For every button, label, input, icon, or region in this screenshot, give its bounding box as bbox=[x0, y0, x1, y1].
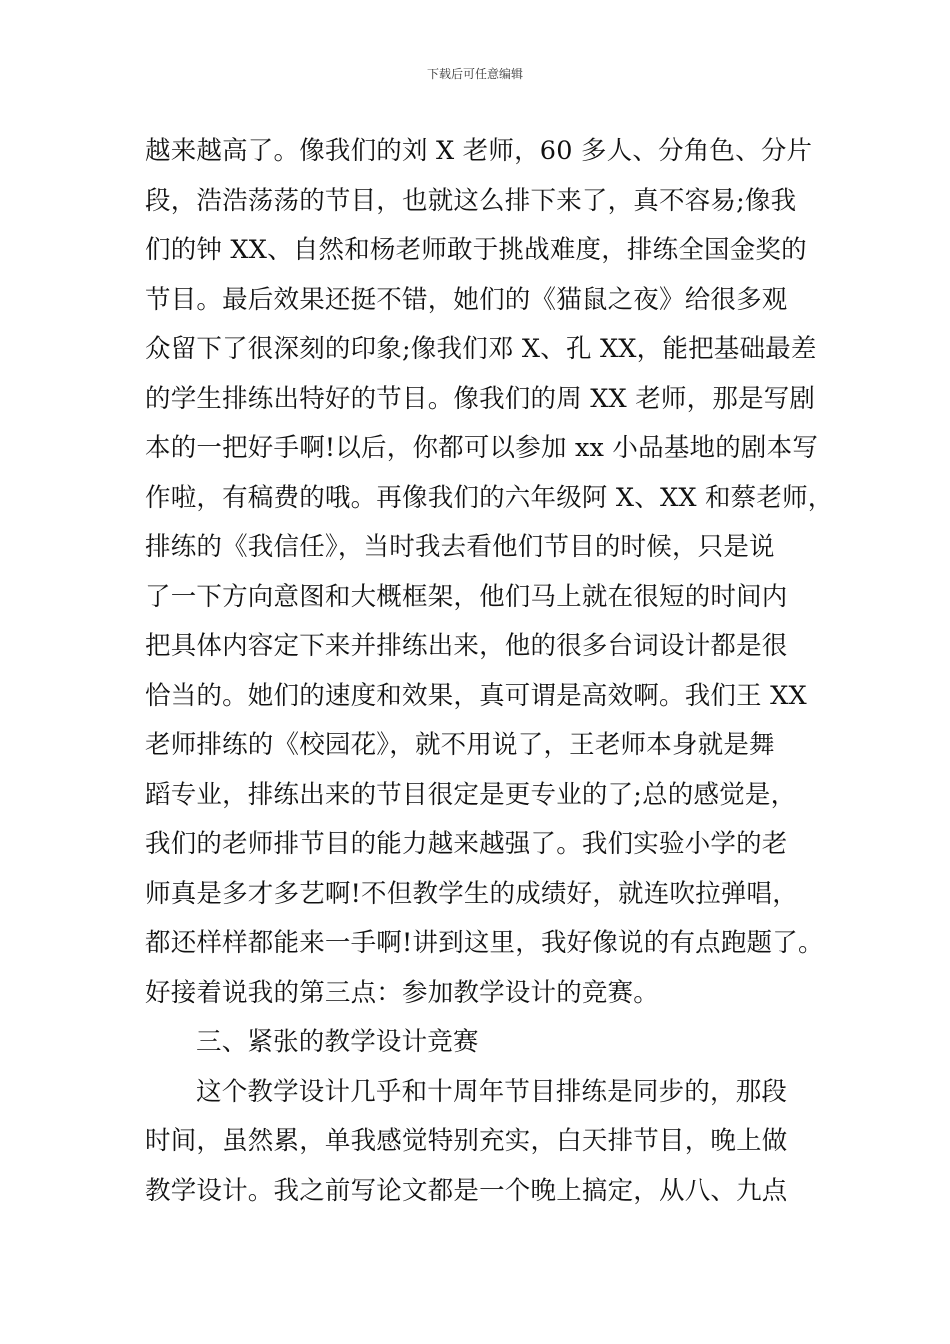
text-line: 好接着说我的第三点：参加教学设计的竞赛。 bbox=[145, 977, 660, 1008]
text-line: 排练的《我信任》，当时我去看他们节目的时候，只是说 bbox=[145, 532, 775, 562]
text-line: 本的一把好手啊!以后，你都可以参加 xx 小品基地的剧本写 bbox=[145, 433, 819, 463]
text-line: 众留下了很深刻的印象;像我们邓 X、孔 XX，能把基础最差 bbox=[145, 334, 817, 364]
text-line: 节目。最后效果还挺不错，她们的《猫鼠之夜》给很多观 bbox=[145, 284, 788, 315]
text-line: 蹈专业，排练出来的节目很定是更专业的了;总的感觉是， bbox=[145, 779, 797, 810]
text-line: 们的钟 XX、自然和杨老师敢于挑战难度，排练全国金奖的 bbox=[145, 235, 807, 265]
text-line: 了一下方向意图和大概框架，他们马上就在很短的时间内 bbox=[145, 581, 788, 612]
document-body bbox=[145, 127, 835, 1216]
text-line: 老师排练的《校园花》，就不用说了，王老师本身就是舞 bbox=[145, 730, 775, 760]
text-line: 恰当的。她们的速度和效果，真可谓是高效啊。我们王 XX bbox=[145, 680, 807, 711]
text-line: 都还样样都能来一手啊!讲到这里，我好像说的有点跑题了。 bbox=[145, 928, 824, 958]
section-heading: 三、紧张的教学设计竞赛 bbox=[196, 1027, 479, 1057]
text-line: 我们的老师排节目的能力越来越强了。我们实验小学的老 bbox=[145, 829, 788, 859]
page-header: 下载后可任意编辑 bbox=[426, 67, 523, 81]
text-line: 越来越高了。像我们的刘 X 老师，60 多人、分角色、分片 bbox=[145, 136, 813, 166]
text-line: 作啦，有稿费的哦。再像我们的六年级阿 X、XX 和蔡老师， bbox=[145, 482, 834, 513]
paragraph-first-line: 这个教学设计几乎和十周年节目排练是同步的，那段 bbox=[196, 1076, 788, 1107]
text-line: 时间，虽然累，单我感觉特别充实，白天排节目，晚上做 bbox=[145, 1126, 788, 1156]
text-line: 段，浩浩荡荡的节目，也就这么排下来了，真不容易;像我 bbox=[145, 185, 797, 216]
text-line: 把具体内容定下来并排练出来，他的很多台词设计都是很 bbox=[145, 631, 788, 661]
text-line: 教学设计。我之前写论文都是一个晚上搞定，从八、九点 bbox=[145, 1175, 788, 1206]
text-line: 的学生排练出特好的节目。像我们的周 XX 老师，那是写剧 bbox=[145, 383, 816, 414]
text-line: 师真是多才多艺啊!不但教学生的成绩好，就连吹拉弹唱， bbox=[145, 878, 798, 909]
